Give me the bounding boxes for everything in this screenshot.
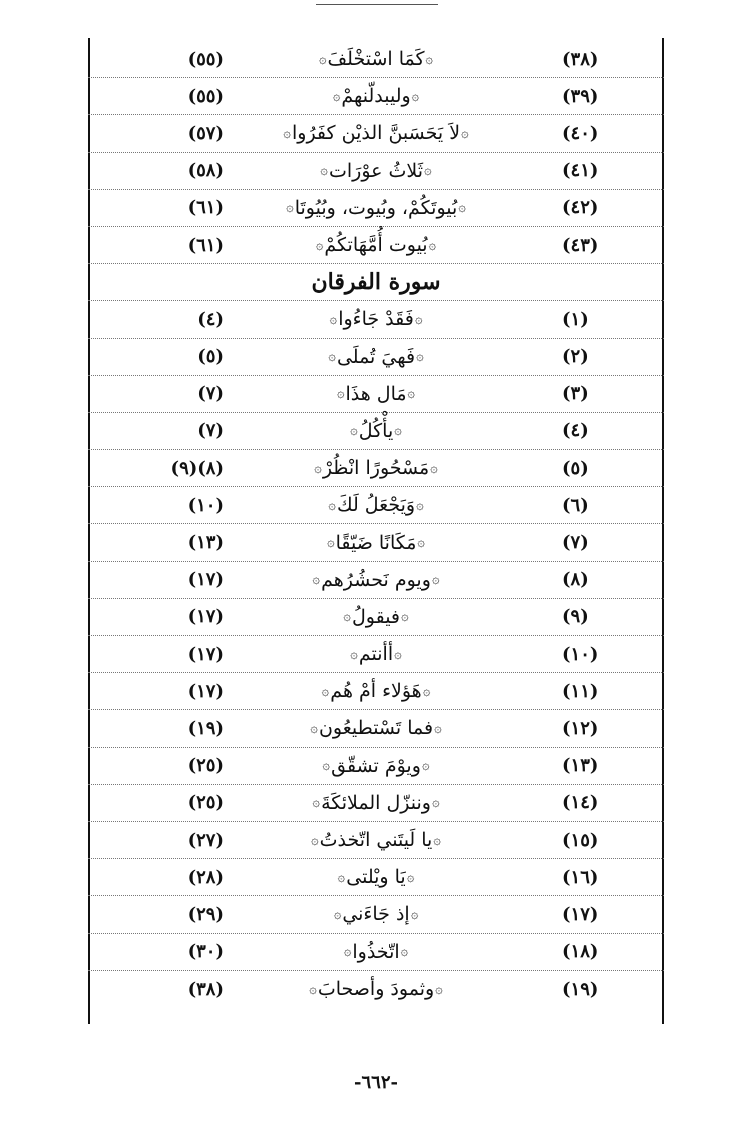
table-row	[88, 971, 664, 1008]
ornament-icon: ۞	[411, 88, 420, 104]
word-text: وثمودَ وأصحابَ	[317, 978, 435, 1001]
table-row	[88, 859, 664, 896]
verse-number: (٤٠)	[562, 122, 599, 144]
verse-number: (٣)	[562, 383, 589, 405]
table-row	[88, 896, 664, 933]
word-entry	[238, 227, 514, 263]
word-text: مَسْحُورًا انْظُرْ	[322, 457, 430, 480]
table-row	[88, 115, 664, 152]
page-number: -٦٦٢-	[354, 1072, 398, 1093]
ornament-icon: ۞	[425, 51, 434, 67]
ornament-icon: ۞	[318, 51, 327, 67]
ornament-icon: ۞	[332, 88, 341, 104]
table-row	[88, 822, 664, 859]
ornament-icon: ۞	[286, 200, 294, 216]
word-entry	[238, 599, 514, 635]
ornament-icon: ۞	[309, 981, 317, 997]
ornament-icon: ۞	[333, 906, 342, 922]
verse-number: (١٦)	[562, 866, 599, 888]
verse-number: (١٥)	[562, 829, 599, 851]
page-ref: (٣٠)	[187, 941, 224, 963]
table-row	[88, 562, 664, 599]
verse-number: (٣٩)	[562, 85, 599, 107]
page-ref: (٧)	[197, 383, 224, 405]
table-row	[88, 524, 664, 561]
word-text: ثَلاثُ عوْرَات	[328, 159, 424, 182]
ornament-icon: ۞	[431, 572, 440, 588]
ornament-icon: ۞	[400, 944, 409, 960]
word-entry	[238, 41, 514, 77]
table-row	[88, 227, 664, 264]
verse-number: (١٧)	[562, 903, 599, 925]
word-text: لاَ يَحَسَبنَّ الذيْن كفَرُوا	[291, 122, 461, 145]
word-entry	[238, 487, 514, 523]
index-table	[88, 41, 664, 1008]
word-entry	[238, 896, 514, 932]
verse-number: (١٢)	[562, 717, 599, 739]
ornament-icon: ۞	[430, 460, 438, 476]
verse-number: (٢)	[562, 346, 589, 368]
table-row	[88, 748, 664, 785]
ornament-icon: ۞	[337, 869, 346, 885]
table-row	[88, 599, 664, 636]
page-ref: (٨)(٩)	[170, 457, 224, 479]
verse-number: (٤١)	[562, 160, 599, 182]
word-entry	[238, 971, 514, 1008]
ornament-icon: ۞	[416, 349, 424, 365]
word-entry	[238, 376, 514, 412]
verse-number: (١٣)	[562, 755, 599, 777]
table-row	[88, 785, 664, 822]
page-ref: (١٧)	[187, 643, 224, 665]
ornament-icon: ۞	[312, 795, 321, 811]
ornament-icon: ۞	[416, 497, 424, 513]
ornament-icon: ۞	[428, 237, 437, 253]
ornament-icon: ۞	[407, 386, 416, 402]
ornament-icon: ۞	[283, 125, 291, 141]
ornament-icon: ۞	[424, 163, 432, 179]
table-row	[88, 413, 664, 450]
table-row	[88, 710, 664, 747]
page-ref: (٥٨)	[187, 160, 224, 182]
table-row	[88, 376, 664, 413]
ornament-icon: ۞	[414, 311, 423, 327]
verse-number: (٨)	[562, 569, 589, 591]
word-text: إذ جَاءَني	[342, 903, 410, 926]
ornament-icon: ۞	[406, 869, 415, 885]
ornament-icon: ۞	[314, 460, 322, 476]
word-entry	[238, 524, 514, 560]
word-text: هَؤلاء أمْ هُم	[330, 680, 422, 703]
word-entry	[238, 636, 514, 672]
ornament-icon: ۞	[343, 944, 352, 960]
page-ref: (١٣)	[187, 532, 224, 554]
verse-number: (١٤)	[562, 792, 599, 814]
verse-number: (٤)	[562, 420, 589, 442]
verse-number: (٥)	[562, 457, 589, 479]
ornament-icon: ۞	[394, 423, 402, 439]
ornament-icon: ۞	[461, 125, 469, 141]
ornament-icon: ۞	[458, 200, 466, 216]
surah-heading: سورة الفرقان	[311, 269, 441, 296]
verse-number: (٧)	[562, 532, 589, 554]
page-ref: (١٠)	[187, 494, 224, 516]
page-ref: (٣٨)	[187, 978, 224, 1000]
word-text: وليبدلّنهمْ	[341, 85, 411, 108]
ornament-icon: ۞	[329, 311, 338, 327]
ornament-icon: ۞	[350, 423, 358, 439]
page-ref: (٥)	[197, 346, 224, 368]
word-text: أأنتم	[358, 643, 394, 666]
table-row	[88, 190, 664, 227]
ornament-icon: ۞	[401, 609, 409, 625]
page-ref: (١٧)	[187, 606, 224, 628]
word-entry	[238, 785, 514, 821]
word-entry	[238, 301, 514, 337]
ornament-icon: ۞	[321, 683, 330, 699]
word-entry	[238, 339, 514, 375]
page-ref: (٦١)	[187, 197, 224, 219]
word-entry	[238, 413, 514, 449]
ornament-icon: ۞	[322, 758, 331, 774]
word-entry	[238, 748, 514, 784]
word-entry	[238, 934, 514, 970]
ornament-icon: ۞	[410, 906, 419, 922]
page-ref: (٦١)	[187, 234, 224, 256]
word-text: وَيَجْعَلُ لَكَ	[336, 494, 416, 517]
word-text: بُيوتَكُمْ، وبُيوت، وبُيُوتَا	[294, 196, 458, 219]
word-entry	[238, 78, 514, 114]
word-text: ويوْمَ تشقّق	[331, 754, 421, 777]
page-ref: (٥٧)	[187, 122, 224, 144]
ornament-icon: ۞	[311, 832, 319, 848]
ornament-icon: ۞	[326, 535, 335, 551]
table-row	[88, 636, 664, 673]
word-text: ويوم نَحشُرُهم	[321, 568, 431, 591]
page-ref: (٤)	[197, 308, 224, 330]
word-text: فَقَدْ جَاءُوا	[338, 308, 414, 331]
verse-number: (٦)	[562, 494, 589, 516]
ornament-icon: ۞	[310, 720, 318, 736]
word-text: فيقولُ	[351, 605, 401, 628]
ornament-icon: ۞	[336, 386, 345, 402]
ornament-icon: ۞	[343, 609, 351, 625]
verse-number: (١٨)	[562, 941, 599, 963]
word-text: مَكَانًا ضَيّقًا	[335, 531, 417, 554]
verse-number: (٣٨)	[562, 48, 599, 70]
verse-number: (١١)	[562, 680, 599, 702]
ornament-icon: ۞	[435, 981, 443, 997]
table-row	[88, 487, 664, 524]
page-ref: (٢٥)	[187, 755, 224, 777]
page-ref: (١٩)	[187, 717, 224, 739]
ornament-icon: ۞	[434, 720, 442, 736]
page-ref: (٢٨)	[187, 866, 224, 888]
ornament-icon: ۞	[421, 758, 430, 774]
word-text: اتّخذُوا	[352, 940, 400, 963]
word-text: كَمَا اسْتخْلَفَ	[327, 48, 425, 71]
table-row	[88, 301, 664, 338]
table-row	[88, 450, 664, 487]
page-ref: (٥٥)	[187, 48, 224, 70]
word-text: يأْكُلُ	[358, 419, 394, 442]
word-entry	[238, 153, 514, 189]
page-ref: (٥٥)	[187, 85, 224, 107]
ornament-icon: ۞	[431, 795, 440, 811]
word-text: مَال هذَا	[345, 382, 407, 405]
page-ref: (١٧)	[187, 569, 224, 591]
ornament-icon: ۞	[315, 237, 324, 253]
word-text: فما تَسْتطيعُون	[318, 717, 434, 740]
page-ref: (١٧)	[187, 680, 224, 702]
table-row	[88, 78, 664, 115]
surah-heading-row	[88, 264, 664, 301]
ornament-icon: ۞	[394, 646, 402, 662]
word-entry	[238, 859, 514, 895]
table-row	[88, 339, 664, 376]
table-row	[88, 153, 664, 190]
table-row	[88, 41, 664, 78]
word-text: فَهيَ تُملَى	[336, 345, 416, 368]
table-row	[88, 934, 664, 971]
top-rule	[316, 4, 438, 5]
page-ref: (٢٩)	[187, 903, 224, 925]
verse-number: (١٠)	[562, 643, 599, 665]
ornament-icon: ۞	[433, 832, 441, 848]
word-entry	[238, 673, 514, 709]
page-ref: (٧)	[197, 420, 224, 442]
word-entry	[238, 115, 514, 151]
ornament-icon: ۞	[328, 349, 336, 365]
word-text: يا لَيتَني اتّخذتُ	[319, 829, 433, 852]
verse-number: (١)	[562, 308, 589, 330]
word-entry	[238, 562, 514, 598]
ornament-icon: ۞	[422, 683, 431, 699]
word-entry	[238, 450, 514, 486]
verse-number: (٩)	[562, 606, 589, 628]
word-text: يَا ويْلتى	[346, 866, 406, 889]
ornament-icon: ۞	[312, 572, 321, 588]
word-text: بُيوت أُمَّهَاتكُمْ	[324, 234, 428, 257]
ornament-icon: ۞	[320, 163, 328, 179]
word-text: وننزّل الملائكَةَ	[321, 791, 431, 814]
word-entry	[238, 710, 514, 746]
page-ref: (٢٥)	[187, 792, 224, 814]
ornament-icon: ۞	[417, 535, 426, 551]
ornament-icon: ۞	[328, 497, 336, 513]
table-row	[88, 673, 664, 710]
verse-number: (٤٣)	[562, 234, 599, 256]
verse-number: (١٩)	[562, 978, 599, 1000]
verse-number: (٤٢)	[562, 197, 599, 219]
word-entry	[238, 190, 514, 226]
ornament-icon: ۞	[350, 646, 358, 662]
page-ref: (٢٧)	[187, 829, 224, 851]
word-entry	[238, 822, 514, 858]
